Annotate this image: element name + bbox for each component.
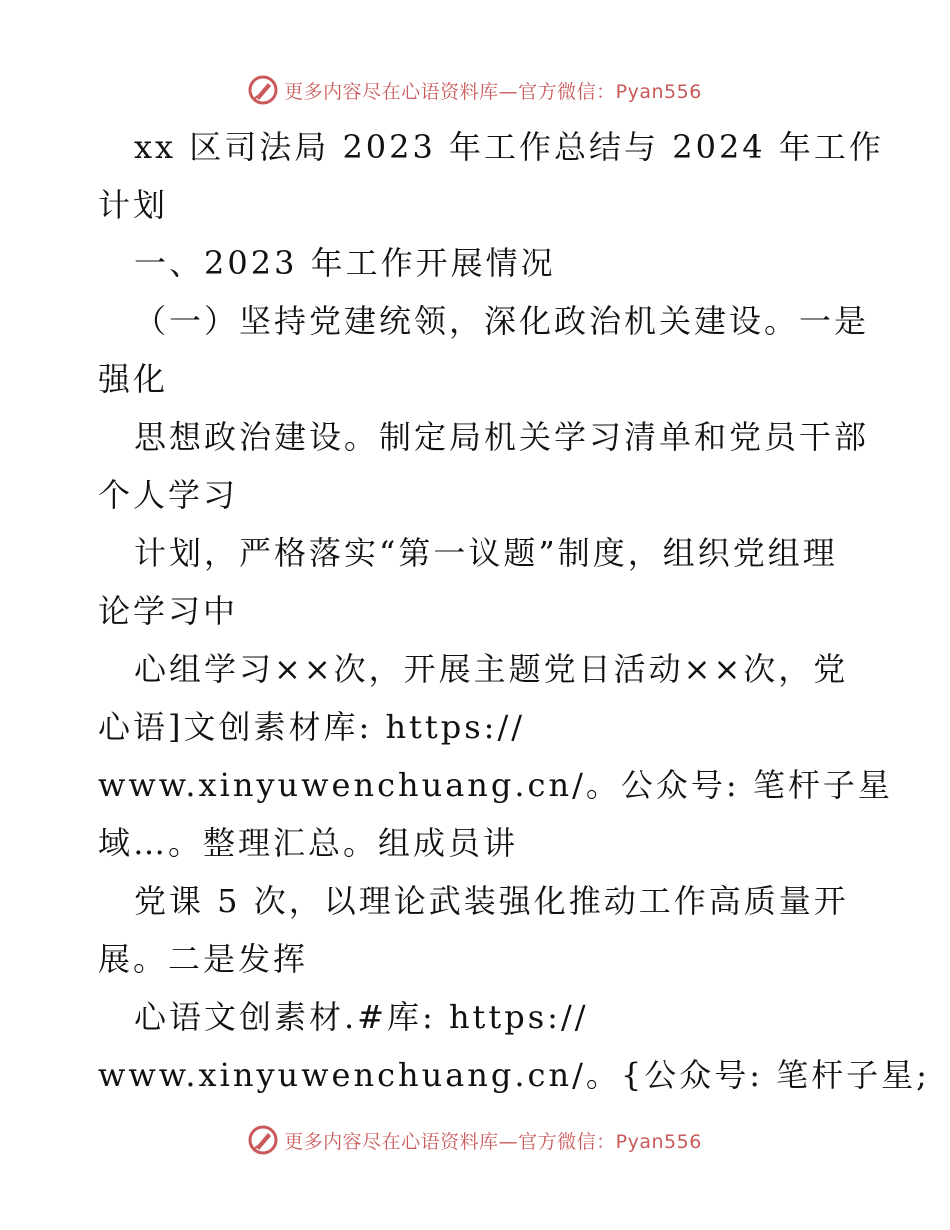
paragraph-line: 心语]文创素材库: https:// [98,708,526,746]
paragraph-line: 论学习中 [98,592,239,630]
paragraph-line: 个人学习 [98,476,239,514]
header-banner [0,70,950,110]
paragraph-line: 思想政治建设。制定局机关学习清单和党员干部 [134,418,870,456]
footer-banner [0,1120,950,1160]
paragraph-line: 心语文创素材.#库: https:// [134,998,589,1036]
section-heading: 一、2023 年工作开展情况 [134,244,556,282]
paragraph-line: （一）坚持党建统领，深化政治机关建设。一是 [134,302,870,340]
document-title-line-1: xx 区司法局 2023 年工作总结与 2024 年工作 [134,128,884,166]
paragraph-line: 党课 5 次，以理论武装强化推动工作高质量开 [134,882,849,920]
paragraph-line: 强化 [98,360,169,398]
footer-banner-text: 更多内容尽在心语资料库—官方微信：Pyan556 [284,1130,702,1153]
header-banner-text: 更多内容尽在心语资料库—官方微信：Pyan556 [284,80,702,103]
paragraph-line: 域…。整理汇总。组成员讲 [98,824,519,862]
paragraph-line: 展。二是发挥 [98,940,309,978]
quill-logo-icon [248,1125,278,1155]
paragraph-line: www.xinyuwenchuang.cn/。{公众号: 笔杆子星; [98,1056,930,1094]
paragraph-line: 心组学习××次，开展主题党日活动××次，党 [134,650,849,688]
paragraph-line: 计划，严格落实“第一议题”制度，组织党组理 [134,534,838,572]
quill-logo-icon [248,75,278,105]
document-title-line-2: 计划 [98,186,169,224]
paragraph-line: www.xinyuwenchuang.cn/。公众号: 笔杆子星 [98,766,893,804]
